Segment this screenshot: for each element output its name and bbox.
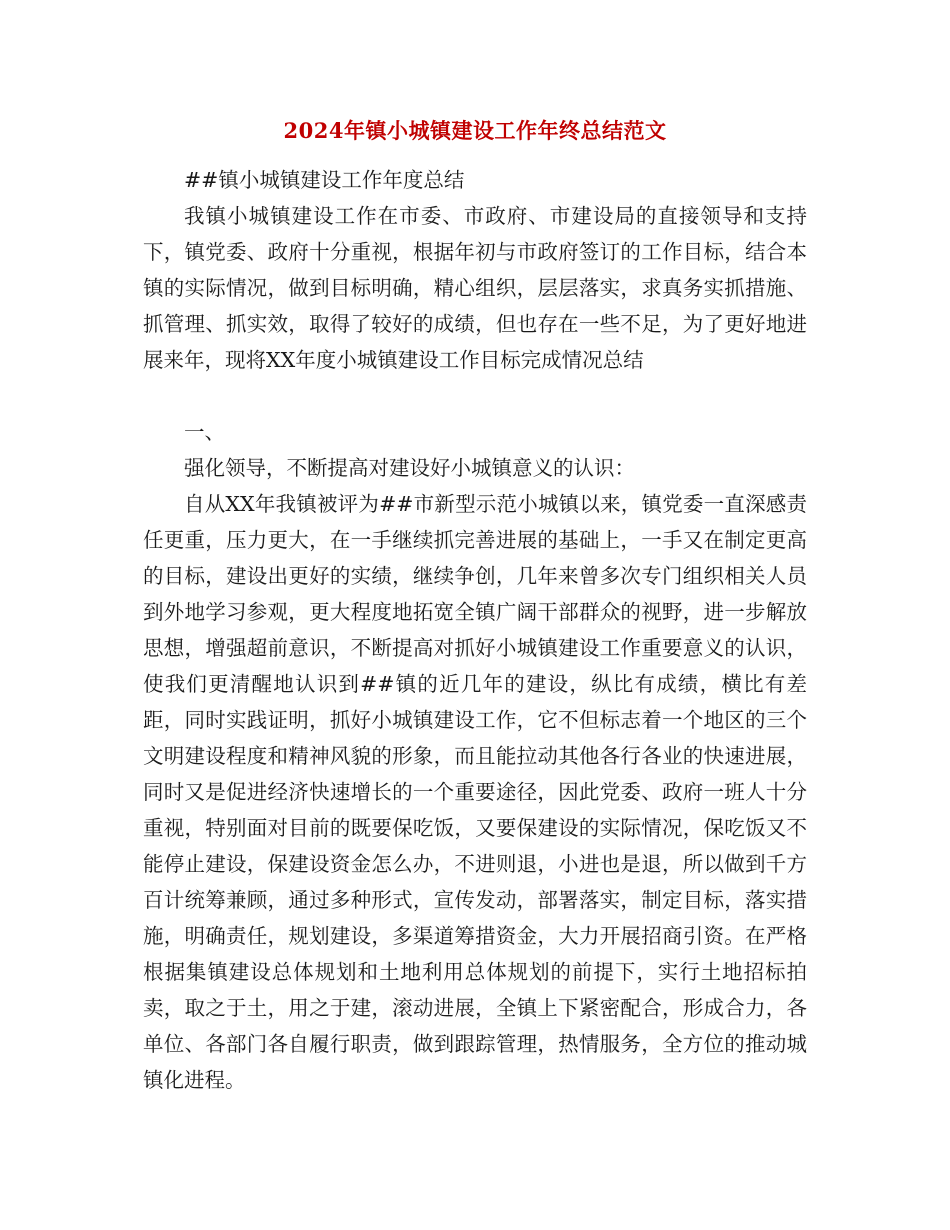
section-heading: 强化领导，不断提高对建设好小城镇意义的认识： [184, 456, 635, 480]
document-title: 2024年镇小城镇建设工作年终总结范文 [283, 118, 667, 143]
body-paragraph: 自从XX年我镇被评为##市新型示范小城镇以来，镇党委一直深感责任更重，压力更大，在一手继续抓完善进展的基础上，一手又在制定更高的目标，建设出更好的实绩，继续争创，几年来曾多次专门组织相关人员到外地学习参观，更大程度地拓宽全镇广阔干部群众的视野，进一步解放思想，增强超前意识，不断提高对抓好小城镇建设工作重要意义的认识，使我们更清醒地认识到##镇的近几年的建设，纵比有成绩，横比有差距，同时实践证明，抓好小城镇建设工作，它不但标志着一个地区的三个文明建设程度和精神风貌的形象，而且能拉动其他各行各业的快速进展，同时又是促进经济快速增长的一个重要途径，因此党委、政府一班人十分重视，特别面对目前的既要保吃饭，又要保建设的实际情况，保吃饭又不能停止建设，保建设资金怎么办，不进则退，小进也是退，所以做到千方百计统筹兼顾，通过多种形式，宣传发动，部署落实，制定目标，落实措施，明确责任，规划建设，多渠道筹措资金，大力开展招商引资。在严格根据集镇建设总体规划和土地利用总体规划的前提下，实行土地招标拍卖，取之于土，用之于建，滚动进展，全镇上下紧密配合，形成合力，各单位、各部门各自履行职责，做到跟踪管理，热情服务，全方位的推动城镇化进程。 [143, 492, 807, 1092]
intro-paragraph: 我镇小城镇建设工作在市委、市政府、市建设局的直接领导和支持下，镇党委、政府十分重视，根据年初与市政府签订的工作目标，结合本镇的实际情况，做到目标明确，精心组织，层层落实，求真务实抓措施、抓管理、抓实效，取得了较好的成绩，但也存在一些不足，为了更好地进展来年，现将XX年度小城镇建设工作目标完成情况总结 [143, 204, 807, 372]
subtitle-paragraph: ##镇小城镇建设工作年度总结 [184, 168, 465, 192]
document-body [143, 162, 807, 1098]
section-number: 一、 [184, 420, 225, 444]
